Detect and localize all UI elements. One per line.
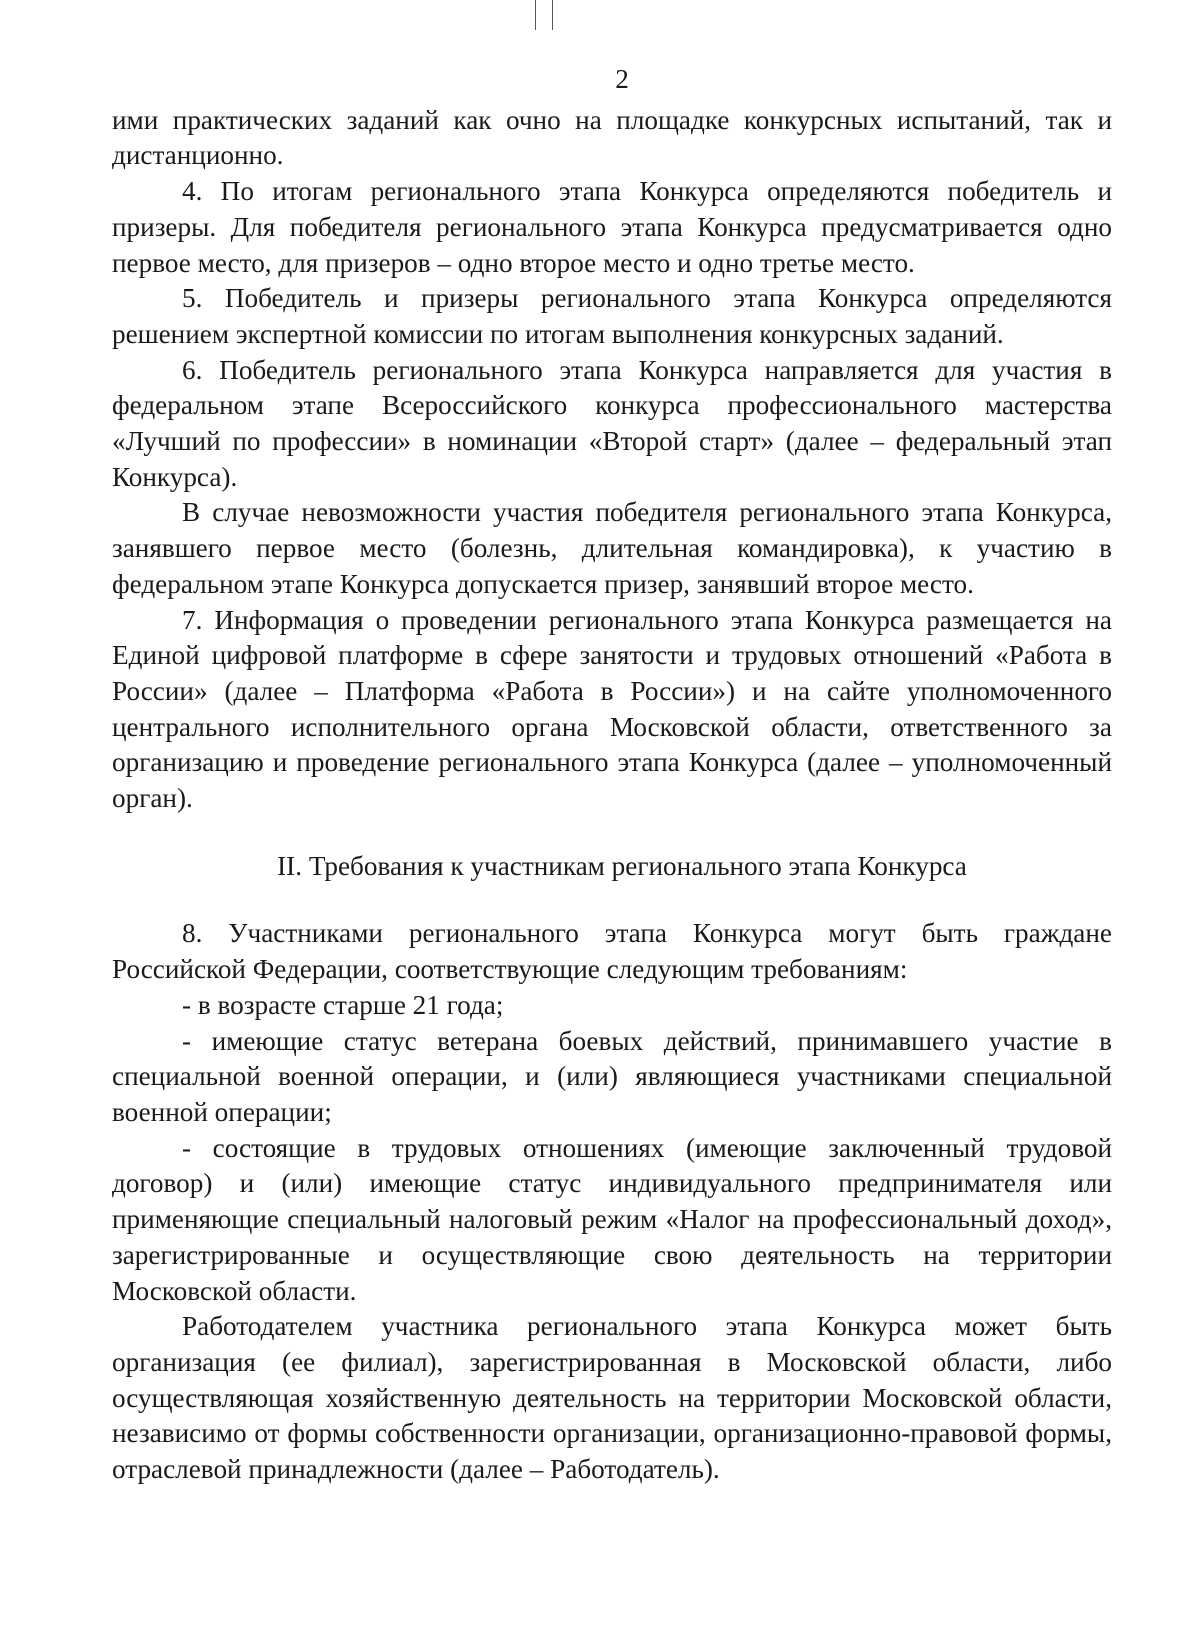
section-heading: II. Требования к участникам регионального этапа Конкурса	[277, 850, 967, 881]
paragraph-continuation: ими практических заданий как очно на площадке конкурсных испытаний, так и дистанционно.	[112, 104, 1112, 171]
page-number: 2	[615, 64, 629, 94]
section-before	[112, 103, 1112, 817]
paragraph-6: 6. Победитель регионального этапа Конкурса направляется для участия в федеральном этапе Всероссийского конкурса профессионального мастерства «Лучший по профессии» в номинации «Второй старт» (далее – федеральный этап Конкурса).	[112, 354, 1112, 492]
requirement-item: - в возрасте старше 21 года;	[182, 989, 504, 1020]
paragraph-7: 7. Информация о проведении регионального этапа Конкурса размещается на Единой цифровой платформе в сфере занятости и трудовых отношений «Работа в России» (далее – Платформа «Работа в России») и на сайте уполномоченного центрального исполнительного органа Московской области, ответственного за организацию и проведение регионального этапа Конкурса (далее – уполномоченный орган).	[112, 604, 1112, 814]
paragraph-8: 8. Участниками регионального этапа Конкурса могут быть граждане Российской Федерации, соответствующие следующим требованиям:	[112, 918, 1112, 985]
section-after	[112, 916, 1112, 1487]
paragraph-5: 5. Победитель и призеры регионального этапа Конкурса определяются решением экспертной комиссии по итогам выполнения конкурсных заданий.	[112, 283, 1112, 349]
scan-mark	[535, 0, 536, 30]
paragraph-employer: Работодателем участника регионального этапа Конкурса может быть организация (ее филиал), зарегистрированная в Московской области, либо осуществляющая хозяйственную деятельность на территории Московской области, независимо от формы собственности организации, организационно-правовой формы, отраслевой принадлежности (далее – Работодатель).	[112, 1311, 1112, 1485]
paragraph-6-continued: В случае невозможности участия победителя регионального этапа Конкурса, занявшего первое место (болезнь, длительная командировка), к участию в федеральном этапе Конкурса допускается призер, занявший второе место.	[112, 497, 1112, 599]
paragraph-4: 4. По итогам регионального этапа Конкурса определяются победитель и призеры. Для победителя регионального этапа Конкурса предусматривается одно первое место, для призеров – одно второе место и одно третье место.	[112, 176, 1112, 278]
requirement-item: - имеющие статус ветерана боевых действий, принимавшего участие в специальной военной операции, и (или) являющиеся участниками специальной военной операции;	[112, 1025, 1112, 1127]
requirement-item: - состоящие в трудовых отношениях (имеющие заключенный трудовой договор) и (или) имеющие статус индивидуального предпринимателя или применяющие специальный налоговый режим «Налог на профессиональный доход», зарегистрированные и осуществляющие свою деятельность на территории Московской области.	[112, 1132, 1112, 1306]
scan-mark	[552, 0, 553, 30]
document-page	[112, 62, 1112, 1488]
